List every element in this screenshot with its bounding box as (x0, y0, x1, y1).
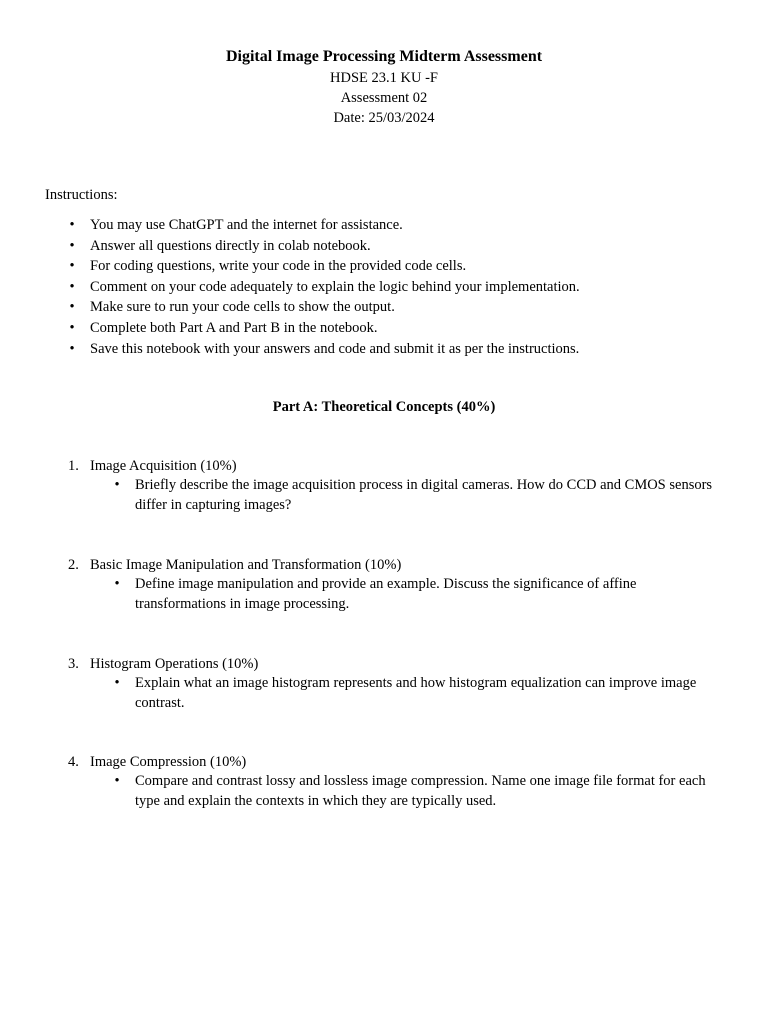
document-title: Digital Image Processing Midterm Assessment (225, 48, 543, 65)
document-header (0, 46, 768, 128)
bullet-icon: • (114, 675, 120, 691)
instruction-text: Save this notebook with your answers and code and submit it as per the instructions. (90, 340, 580, 357)
list-item (0, 339, 720, 360)
bullet-icon: • (114, 773, 120, 789)
bullet-icon: • (114, 576, 120, 592)
bullet-icon: • (69, 278, 75, 295)
question-number: 1. (68, 458, 79, 474)
question-detail (0, 476, 740, 515)
list-item (0, 277, 720, 298)
list-item (0, 318, 720, 339)
question-detail (0, 674, 740, 713)
question-title-text: Image Acquisition (10%) (90, 458, 237, 474)
instruction-text: You may use ChatGPT and the internet for assistance. (90, 217, 403, 233)
instruction-text: Make sure to run your code cells to show the output. (90, 299, 395, 316)
question-title (0, 752, 740, 772)
instruction-text: For coding questions, write your code in the provided code cells. (90, 258, 467, 275)
instruction-text: Answer all questions directly in colab notebook. (90, 237, 371, 254)
assessment-number: Assessment 02 (340, 90, 428, 106)
bullet-icon: • (69, 340, 75, 357)
instructions-label: Instructions: (45, 187, 118, 203)
question-detail (0, 772, 740, 811)
bullet-icon: • (69, 217, 75, 233)
instruction-text: Complete both Part A and Part B in the notebook. (90, 319, 378, 336)
question-number: 3. (68, 656, 79, 672)
question-2 (0, 555, 740, 614)
question-title-text: Image Compression (10%) (90, 754, 247, 770)
question-4 (0, 752, 740, 811)
question-number: 2. (68, 557, 79, 573)
question-detail (0, 575, 740, 614)
list-item (0, 297, 720, 318)
bullet-icon: • (69, 319, 75, 336)
question-detail-text: Briefly describe the image acquisition process in digital cameras. How do CCD and CMOS sensors differ in capturing images? (135, 477, 713, 513)
question-title-text: Basic Image Manipulation and Transformation (10%) (90, 557, 402, 573)
bullet-icon: • (69, 237, 75, 254)
question-detail-text: Define image manipulation and provide an example. Discuss the significance of affine transformations in image processing. (135, 576, 637, 612)
question-title (0, 555, 740, 575)
question-number: 4. (68, 754, 79, 770)
question-title-text: Histogram Operations (10%) (90, 656, 259, 672)
question-3 (0, 654, 740, 713)
list-item (0, 236, 720, 257)
assessment-date: Date: 25/03/2024 (333, 110, 435, 126)
bullet-icon: • (69, 299, 75, 316)
bullet-icon: • (114, 477, 120, 493)
question-title (0, 654, 740, 674)
instruction-text: Comment on your code adequately to explain the logic behind your implementation. (90, 278, 580, 295)
bullet-icon: • (69, 258, 75, 275)
course-code: HDSE 23.1 KU -F (330, 70, 438, 86)
question-1 (0, 456, 740, 515)
instructions-list (0, 215, 720, 359)
question-detail-text: Explain what an image histogram represents and how histogram equalization can improve image contrast. (135, 675, 697, 711)
list-item (0, 215, 720, 236)
list-item (0, 256, 720, 277)
part-a-heading: Part A: Theoretical Concepts (40%) (272, 399, 496, 415)
question-title (0, 456, 740, 476)
question-detail-text: Compare and contrast lossy and lossless image compression. Name one image file format for each type and explain the contexts in which they are typically used. (135, 773, 706, 809)
